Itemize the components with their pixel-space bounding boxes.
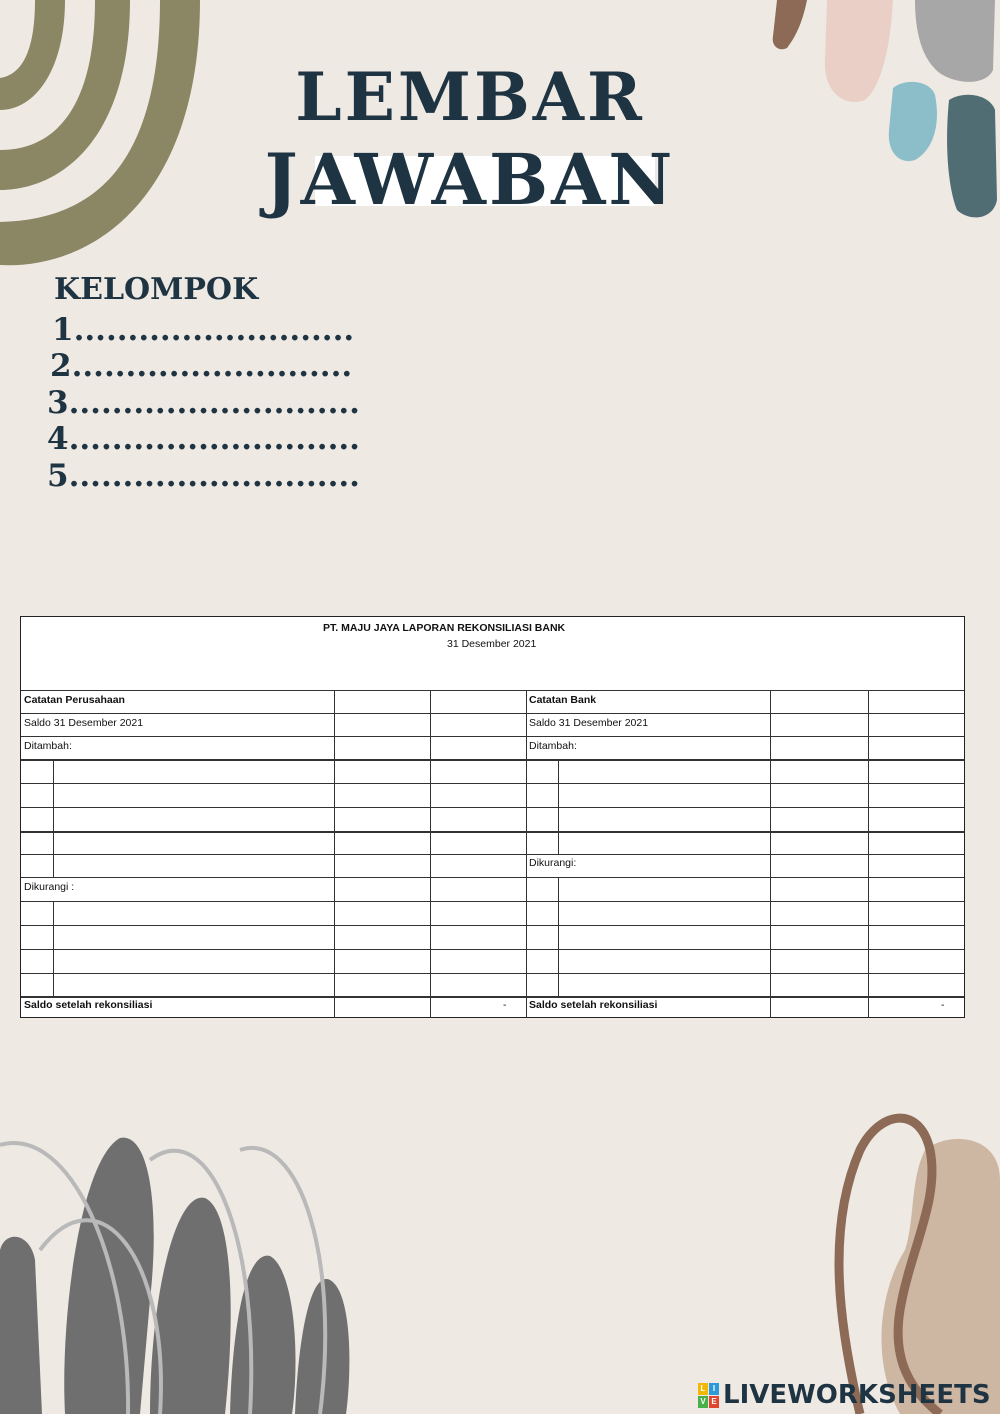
table-indent-line: [558, 759, 559, 854]
member-line-1[interactable]: 1..........................: [52, 312, 355, 348]
table-indent-line: [558, 877, 559, 996]
logo-letter-v: V: [698, 1396, 708, 1408]
table-column-line: [334, 690, 335, 1018]
table-row-line: [21, 996, 964, 998]
table-row-line: [21, 759, 964, 761]
reconciliation-table: [20, 616, 965, 1018]
logo-letter-i: I: [709, 1383, 719, 1395]
report-date: 31 Desember 2021: [447, 638, 537, 650]
table-column-line: [526, 690, 527, 1018]
table-row-line: [21, 783, 964, 784]
table-row-line: [21, 854, 964, 855]
logo-text: LIVEWORKSHEETS: [723, 1380, 991, 1410]
member-line-2[interactable]: 2..........................: [50, 348, 353, 384]
title-line-2: JAWABAN: [264, 138, 676, 221]
right-balance-label: Saldo 31 Desember 2021: [529, 717, 649, 729]
table-row-line: [21, 877, 964, 878]
table-row-line: [21, 690, 964, 691]
table-row-line: [21, 901, 964, 902]
member-line-4[interactable]: 4...........................: [47, 421, 360, 457]
group-label: KELOMPOK: [54, 272, 259, 307]
liveworksheets-logo-mark: [698, 1383, 719, 1408]
table-row-line: [21, 807, 964, 808]
table-row-line: [21, 949, 964, 950]
table-row-line: [21, 973, 964, 974]
table-row-line: [21, 736, 964, 737]
left-balance-label: Saldo 31 Desember 2021: [24, 717, 144, 729]
left-final-label: Saldo setelah rekonsiliasi: [24, 999, 153, 1011]
left-final-value: -: [503, 999, 507, 1011]
table-indent-line: [53, 901, 54, 996]
table-row-line: [21, 925, 964, 926]
left-subtracted-label: Dikurangi :: [24, 881, 75, 893]
logo-letter-e: E: [709, 1396, 719, 1408]
logo-letter-l: L: [698, 1383, 708, 1395]
right-final-value: -: [941, 999, 945, 1011]
table-row-line: [21, 713, 964, 714]
brown-loop-decoration: [830, 1110, 1000, 1414]
right-added-label: Ditambah:: [529, 740, 577, 752]
title-line-1: LEMBAR: [295, 58, 645, 136]
report-title: PT. MAJU JAYA LAPORAN REKONSILIASI BANK: [323, 622, 566, 634]
member-line-5[interactable]: 5...........................: [47, 458, 360, 494]
table-column-line: [430, 690, 431, 1018]
right-final-label: Saldo setelah rekonsiliasi: [529, 999, 658, 1011]
member-line-3[interactable]: 3...........................: [47, 385, 360, 421]
left-heading: Catatan Perusahaan: [24, 694, 125, 706]
table-column-line: [868, 690, 869, 1018]
gray-brush-decoration: [0, 1120, 360, 1414]
table-column-line: [770, 690, 771, 1018]
left-added-label: Ditambah:: [24, 740, 72, 752]
liveworksheets-logo: [698, 1380, 991, 1410]
table-indent-line: [53, 759, 54, 877]
table-row-line: [21, 831, 964, 833]
right-heading: Catatan Bank: [529, 694, 597, 706]
right-subtracted-label: Dikurangi:: [529, 857, 577, 869]
